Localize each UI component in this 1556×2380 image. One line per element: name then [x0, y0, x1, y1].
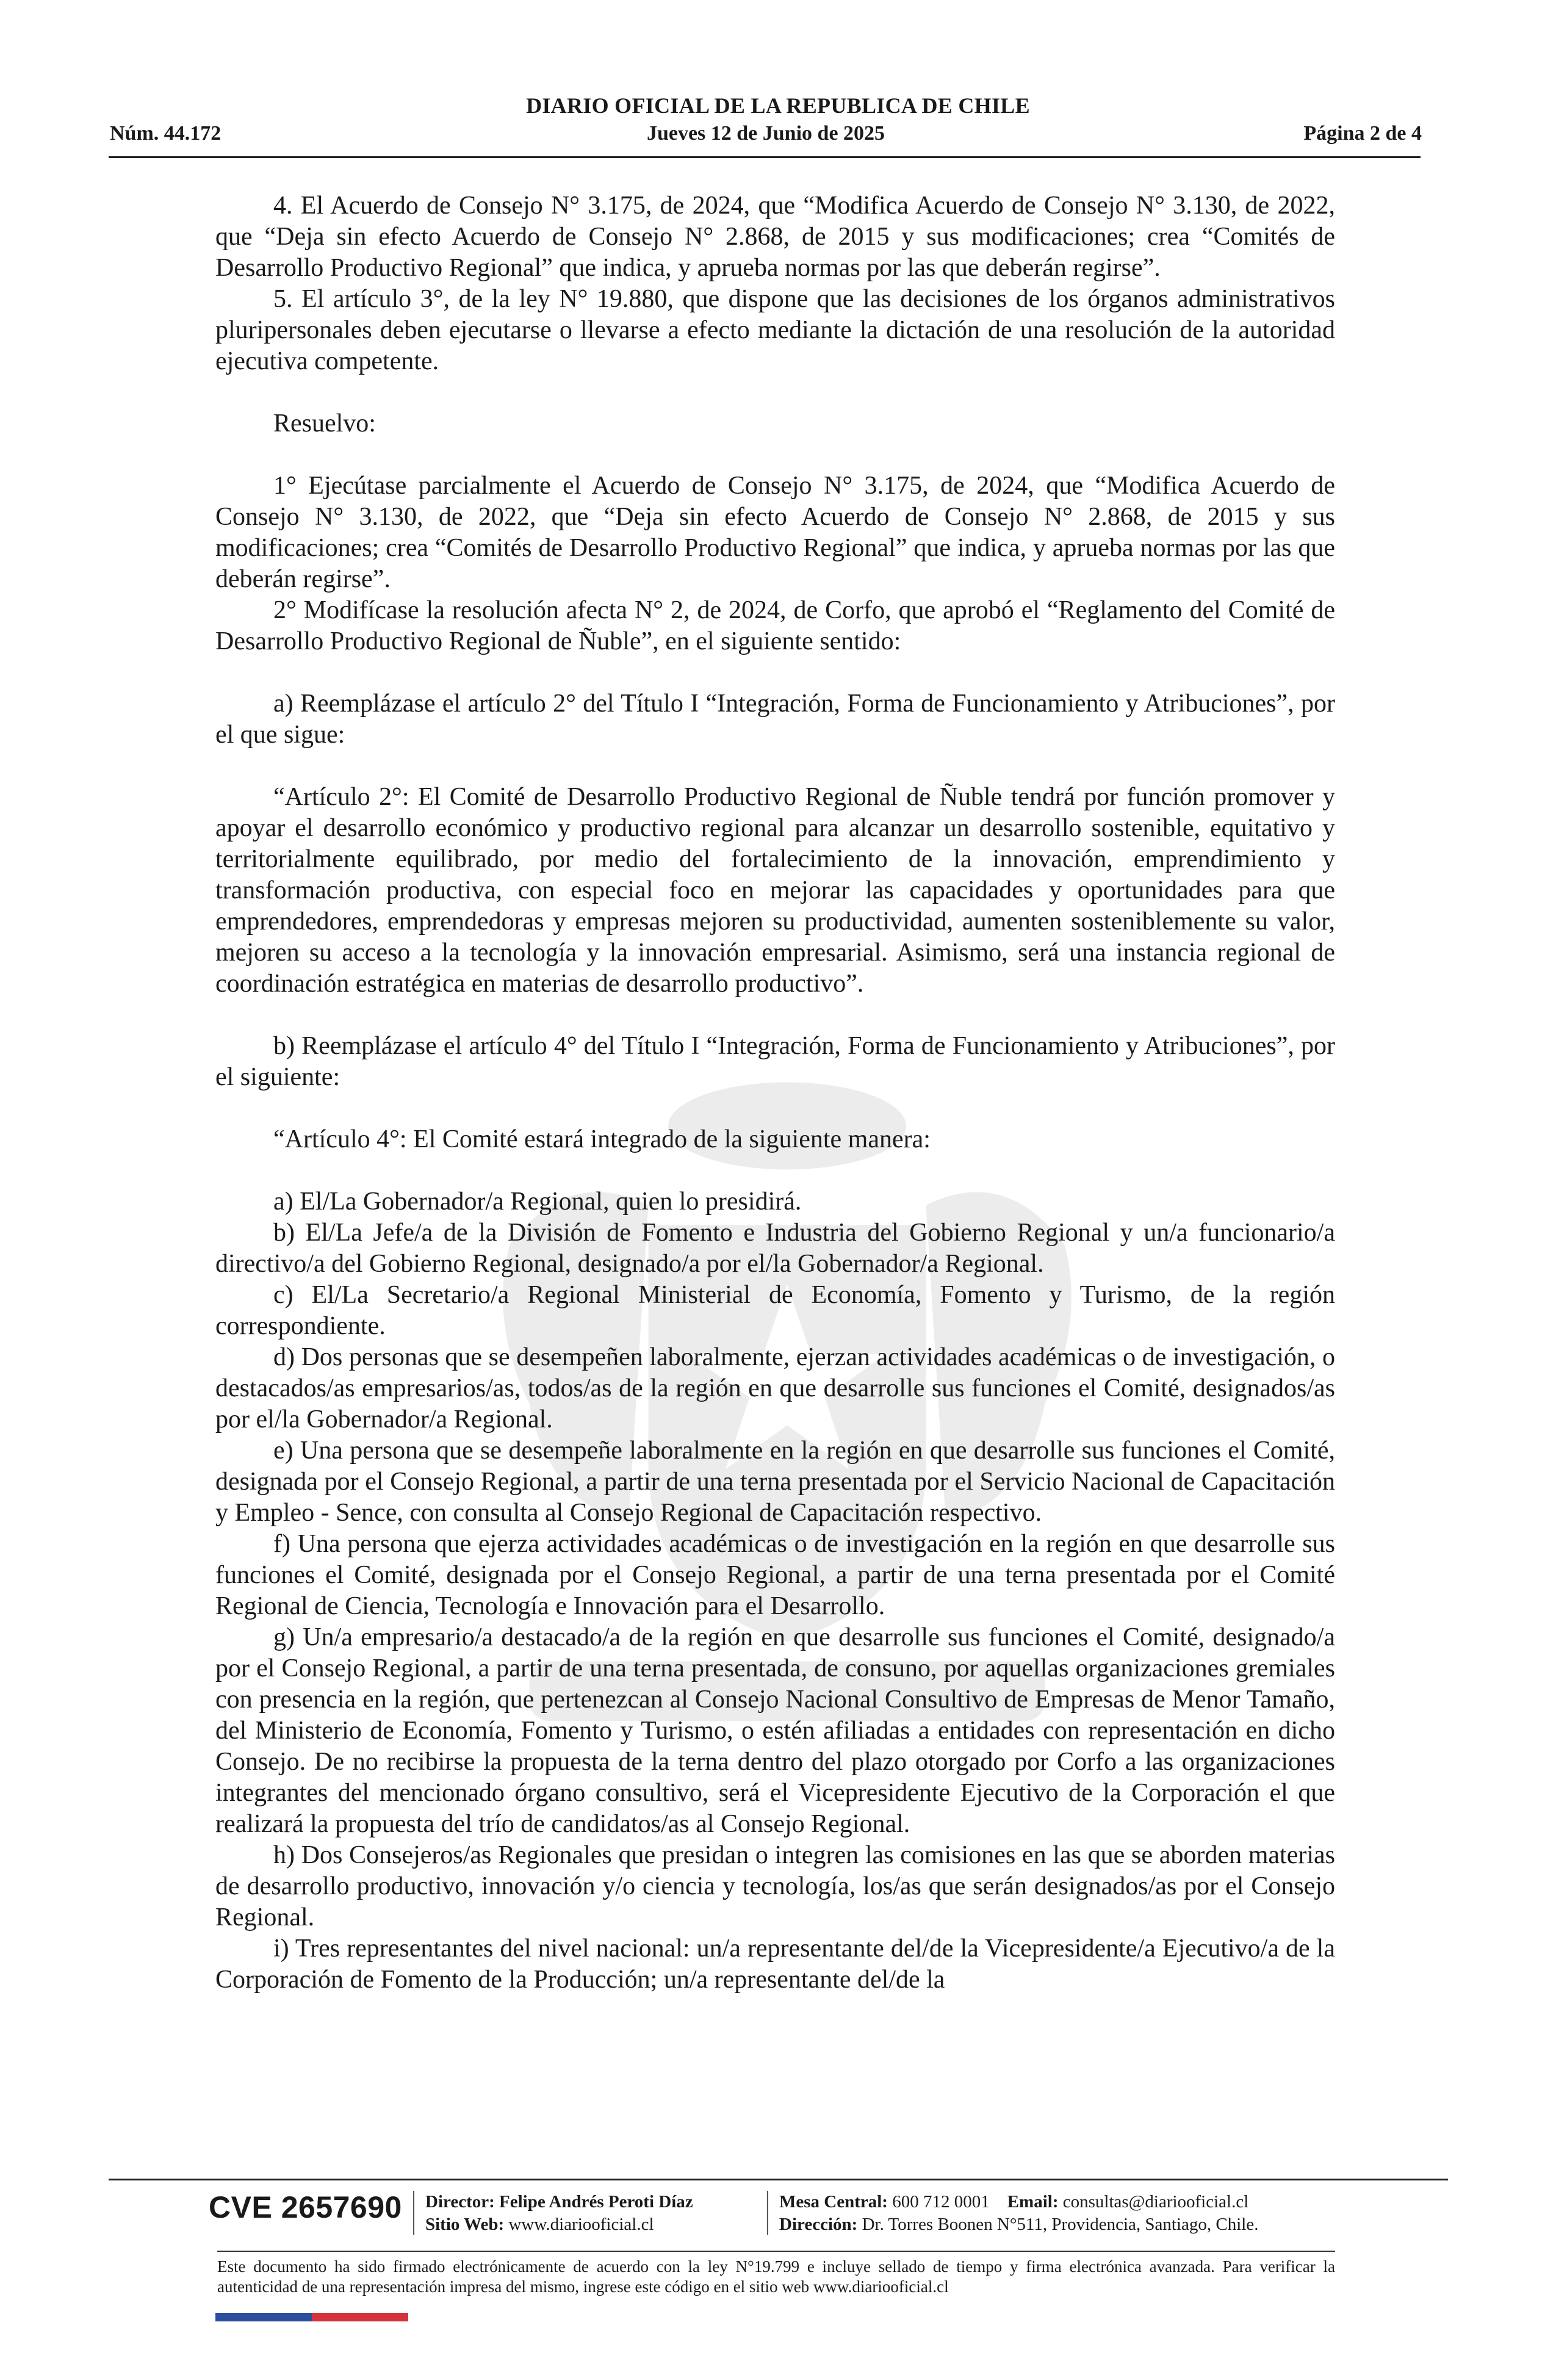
email-link[interactable]: consultas@diariooficial.cl [1062, 2192, 1249, 2212]
paragraph: 5. El artículo 3°, de la ley N° 19.880, que dispone que las decisiones de los órganos administrativos pluripersonales deben ejecutarse o llevarse a efecto mediante la dictación de una resolución de la autoridad ejecutiva competente. [215, 285, 1335, 375]
list-item: i) Tres representantes del nivel nacional: un/a representante del/de la Vicepresidente/a Ejecutivo/a de la Corporación de Fomento de la Producción; un/a representante del/de la [215, 1935, 1335, 1994]
newspaper-title: DIARIO OFICIAL DE LA REPUBLICA DE CHILE [526, 93, 1030, 118]
footer-separator [767, 2191, 768, 2235]
address-label: Dirección: [779, 2215, 858, 2234]
list-item: a) El/La Gobernador/a Regional, quien lo presidirá. [273, 1188, 802, 1216]
signature-note: Este documento ha sido firmado electrónicamente de acuerdo con la ley N°19.799 e incluye sellado de tiempo y firma electrónica avanzada. Para verificar la autenticidad de una representación impresa del mismo, ingrese este código en el sitio web www.diariooficial.cl [217, 2257, 1335, 2296]
resolution-heading: Resuelvo: [273, 409, 376, 438]
issue-date: Jueves 12 de Junio de 2025 [646, 122, 885, 145]
paragraph: 4. El Acuerdo de Consejo N° 3.175, de 2024, que “Modifica Acuerdo de Consejo N° 3.130, de 2022, que “Deja sin efecto Acuerdo de Consejo N° 2.868, de 2015 y sus modificaciones; crea “Comités de Desarrollo Productivo Regional” que indica, y aprueba normas por las que deberán regirse”. [215, 192, 1335, 282]
list-item: e) Una persona que se desempeñe laboralmente en la región en que desarrolle sus funciones el Comité, designada por el Consejo Regional, a partir de una terna presentada por el Servicio Nacional de Capacitación y Empleo - Sence, con consulta al Consejo Regional de Capacitación respectivo. [215, 1437, 1335, 1527]
paragraph: 2° Modifícase la resolución afecta N° 2, de 2024, de Corfo, que aprobó el “Reglamento del Comité de Desarrollo Productivo Regional de Ñuble”, en el siguiente sentido: [215, 596, 1335, 655]
footer-contact-block [779, 2191, 1258, 2236]
address-value: Dr. Torres Boonen N°511, Providencia, Santiago, Chile. [862, 2215, 1259, 2234]
document-body [215, 190, 1335, 1996]
paragraph: b) Reemplázase el artículo 4° del Título I “Integración, Forma de Funcionamiento y Atribuciones”, por el siguiente: [215, 1032, 1335, 1091]
quoted-article: “Artículo 4°: El Comité estará integrado de la siguiente manera: [273, 1125, 931, 1153]
list-item: g) Un/a empresario/a destacado/a de la región en que desarrolle sus funciones el Comité, designado/a por el Consejo Regional, a partir de una terna presentada, de consuno, por aquellas organizaciones gremiales con presencia en la región, que pertenezcan al Consejo Nacional Consultivo de Empresas de Menor Tamaño, del Ministerio de Economía, Fomento y Turismo, o estén afiliadas a entidades con representación en dicho Consejo. De no recibirse la propuesta de la terna dentro del plazo otorgado por Corfo a las organizaciones integrantes del mencionado órgano consultivo, será el Vicepresidente Ejecutivo de la Corporación el que realizará la propuesta del trío de candidatos/as al Consejo Regional. [215, 1623, 1335, 1838]
issue-number: Núm. 44.172 [110, 122, 222, 145]
list-item: b) El/La Jefe/a de la División de Fomento e Industria del Gobierno Regional y un/a funcionario/a directivo/a del Gobierno Regional, designado/a por el/la Gobernador/a Regional. [215, 1219, 1335, 1278]
footer-divider [217, 2251, 1335, 2252]
director-name: Felipe Andrés Peroti Díaz [499, 2192, 693, 2212]
website-label: Sitio Web: [425, 2215, 505, 2234]
quoted-article: “Artículo 2°: El Comité de Desarrollo Productivo Regional de Ñuble tendrá por función promover y apoyar el desarrollo económico y productivo regional para alcanzar un desarrollo sostenible, equitativo y territorialmente equilibrado, por medio del fortalecimiento de la innovación, emprendimiento y transformación productiva, con especial foco en mejorar las capacidades y oportunidades para que emprendedores, emprendedoras y empresas mejoren su productividad, aumenten sosteniblemente su valor, mejoren su acceso a la tecnología y la innovación empresarial. Asimismo, será una instancia regional de coordinación estratégica en materias de desarrollo productivo”. [215, 783, 1335, 998]
footer-director-block [425, 2191, 693, 2236]
cve-code: CVE 2657690 [209, 2190, 402, 2224]
list-item: f) Una persona que ejerza actividades académicas o de investigación en la región en que desarrolle sus funciones el Comité, designada por el Consejo Regional, a partir de una terna presentada por el Comité Regional de Ciencia, Tecnología e Innovación para el Desarrollo. [215, 1530, 1335, 1620]
footer-divider [109, 2179, 1448, 2180]
list-item: d) Dos personas que se desempeñen laboralmente, ejerzan actividades académicas o de investigación, o destacados/as empresarios/as, todos/as de la región en que desarrolle sus funciones el Comité, designados/as por el/la Gobernador/a Regional. [215, 1343, 1335, 1433]
header-divider [109, 156, 1421, 158]
email-label: Email: [1007, 2192, 1059, 2212]
flag-color-bar-red [312, 2313, 408, 2321]
director-label: Director: [425, 2192, 495, 2212]
footer-separator [413, 2191, 414, 2235]
website-link[interactable]: www.diariooficial.cl [508, 2215, 654, 2234]
phone-label: Mesa Central: [779, 2192, 888, 2212]
phone-number: 600 712 0001 [892, 2192, 990, 2212]
page-number: Página 2 de 4 [1303, 122, 1422, 145]
list-item: c) El/La Secretario/a Regional Ministerial de Economía, Fomento y Turismo, de la región correspondiente. [215, 1281, 1335, 1340]
list-item: h) Dos Consejeros/as Regionales que presidan o integren las comisiones en las que se aborden materias de desarrollo productivo, innovación y/o ciencia y tecnología, los/as que serán designados/as por el Consejo Regional. [215, 1841, 1335, 1931]
flag-color-bar-blue [215, 2313, 312, 2321]
paragraph: a) Reemplázase el artículo 2° del Título I “Integración, Forma de Funcionamiento y Atribuciones”, por el que sigue: [215, 690, 1335, 749]
paragraph: 1° Ejecútase parcialmente el Acuerdo de Consejo N° 3.175, de 2024, que “Modifica Acuerdo de Consejo N° 3.130, de 2022, que “Deja sin efecto Acuerdo de Consejo N° 2.868, de 2015 y sus modificaciones; crea “Comités de Desarrollo Productivo Regional” que indica, y aprueba normas por las que deberán regirse”. [215, 472, 1335, 593]
